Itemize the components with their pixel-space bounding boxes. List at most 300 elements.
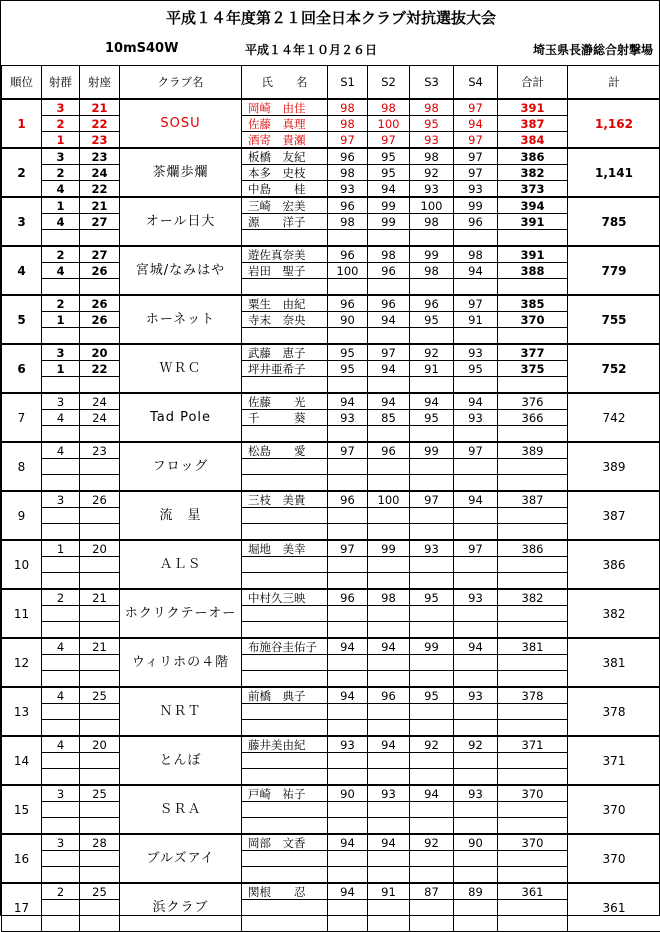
member-group <box>42 459 80 475</box>
member-s1 <box>328 769 368 786</box>
member-s2: 96 <box>368 687 410 704</box>
table-row <box>2 132 660 149</box>
member-s3 <box>410 459 454 475</box>
member-name <box>242 279 328 296</box>
table-row <box>2 279 660 296</box>
member-s2 <box>368 573 410 590</box>
member-s3: 95 <box>410 410 454 426</box>
member-sum <box>498 671 568 688</box>
member-s3: 91 <box>410 361 454 377</box>
team-club-name: ウィリホの４階 <box>120 638 242 687</box>
member-name: 本多 史枝 <box>242 165 328 181</box>
member-s4: 89 <box>454 883 498 900</box>
table-row <box>2 606 660 622</box>
member-s1 <box>328 557 368 573</box>
member-name: 中村久三映 <box>242 589 328 606</box>
member-s2: 91 <box>368 883 410 900</box>
member-name: 中島 桂 <box>242 181 328 198</box>
member-sum: 387 <box>498 116 568 132</box>
member-lane <box>80 655 120 671</box>
table-row <box>2 491 660 508</box>
member-name <box>242 867 328 884</box>
member-group <box>42 851 80 867</box>
table-row <box>2 524 660 541</box>
member-s4: 97 <box>454 132 498 149</box>
member-s3: 92 <box>410 165 454 181</box>
member-name: 松島 愛 <box>242 442 328 459</box>
member-s4: 97 <box>454 295 498 312</box>
member-s1 <box>328 867 368 884</box>
member-name: 武藤 恵子 <box>242 344 328 361</box>
member-group: 2 <box>42 883 80 900</box>
member-sum: 370 <box>498 834 568 851</box>
col-s4: S4 <box>454 66 498 100</box>
member-name <box>242 508 328 524</box>
member-group <box>42 279 80 296</box>
member-group: 2 <box>42 116 80 132</box>
member-group: 4 <box>42 638 80 655</box>
member-group: 2 <box>42 165 80 181</box>
member-name <box>242 557 328 573</box>
member-s3: 99 <box>410 246 454 263</box>
team-rank: 9 <box>2 491 42 540</box>
member-lane <box>80 818 120 835</box>
team-rank: 3 <box>2 197 42 246</box>
table-row <box>2 312 660 328</box>
member-s3: 100 <box>410 197 454 214</box>
member-group <box>42 475 80 492</box>
table-row <box>2 573 660 590</box>
table-row <box>2 410 660 426</box>
member-s3 <box>410 916 454 932</box>
member-lane <box>80 900 120 916</box>
member-s2: 94 <box>368 638 410 655</box>
table-row <box>2 214 660 230</box>
member-lane: 26 <box>80 263 120 279</box>
member-sum: 389 <box>498 442 568 459</box>
member-s4: 94 <box>454 263 498 279</box>
member-sum <box>498 459 568 475</box>
team-club-name: 流 星 <box>120 491 242 540</box>
table-row <box>2 361 660 377</box>
member-s2: 97 <box>368 132 410 149</box>
member-name <box>242 426 328 443</box>
member-name <box>242 769 328 786</box>
member-sum: 391 <box>498 99 568 116</box>
member-s4: 92 <box>454 736 498 753</box>
member-s2 <box>368 459 410 475</box>
member-lane: 25 <box>80 687 120 704</box>
member-s3: 92 <box>410 834 454 851</box>
member-s4 <box>454 524 498 541</box>
member-s3: 95 <box>410 116 454 132</box>
member-s3 <box>410 867 454 884</box>
team-rank: 4 <box>2 246 42 295</box>
member-group: 1 <box>42 132 80 149</box>
table-row <box>2 197 660 214</box>
member-sum: 376 <box>498 393 568 410</box>
member-sum: 382 <box>498 589 568 606</box>
member-s3 <box>410 230 454 247</box>
member-lane: 25 <box>80 883 120 900</box>
member-sum: 391 <box>498 214 568 230</box>
member-group: 3 <box>42 148 80 165</box>
member-name <box>242 802 328 818</box>
member-s3 <box>410 671 454 688</box>
member-lane: 22 <box>80 361 120 377</box>
team-total: 1,141 <box>568 148 660 197</box>
table-row <box>2 851 660 867</box>
member-sum: 386 <box>498 148 568 165</box>
member-s2: 95 <box>368 165 410 181</box>
member-name <box>242 818 328 835</box>
member-lane: 21 <box>80 99 120 116</box>
member-s1: 98 <box>328 99 368 116</box>
team-total: 370 <box>568 785 660 834</box>
member-s2: 94 <box>368 181 410 198</box>
member-s3 <box>410 655 454 671</box>
member-s4: 93 <box>454 589 498 606</box>
event-date: 平成１４年１０月２６日 <box>245 41 377 58</box>
member-lane: 25 <box>80 785 120 802</box>
member-s2: 94 <box>368 361 410 377</box>
member-s1 <box>328 475 368 492</box>
member-s4 <box>454 622 498 639</box>
team-club-name: フロッグ <box>120 442 242 491</box>
member-s3: 98 <box>410 214 454 230</box>
member-s2 <box>368 655 410 671</box>
member-group <box>42 720 80 737</box>
member-group: 2 <box>42 295 80 312</box>
team-club-name: 浜クラブ <box>120 883 242 932</box>
member-name: 寺末 奈央 <box>242 312 328 328</box>
member-s4 <box>454 802 498 818</box>
team-club-name: とんぼ <box>120 736 242 785</box>
member-s2 <box>368 671 410 688</box>
col-club: クラブ名 <box>120 66 242 100</box>
table-row <box>2 704 660 720</box>
member-name <box>242 753 328 769</box>
member-s4 <box>454 557 498 573</box>
member-lane: 20 <box>80 344 120 361</box>
table-row <box>2 687 660 704</box>
member-lane: 21 <box>80 638 120 655</box>
member-s4 <box>454 851 498 867</box>
member-s1: 97 <box>328 442 368 459</box>
member-s3: 93 <box>410 540 454 557</box>
member-name <box>242 524 328 541</box>
table-row <box>2 785 660 802</box>
member-name: 関根 忍 <box>242 883 328 900</box>
member-name <box>242 655 328 671</box>
member-name: 三枝 美貴 <box>242 491 328 508</box>
member-s2: 94 <box>368 736 410 753</box>
member-s4: 95 <box>454 361 498 377</box>
member-s2: 99 <box>368 214 410 230</box>
member-s3 <box>410 557 454 573</box>
member-lane: 26 <box>80 295 120 312</box>
member-group: 4 <box>42 687 80 704</box>
team-rank: 7 <box>2 393 42 442</box>
member-name <box>242 900 328 916</box>
member-s4: 93 <box>454 181 498 198</box>
member-name: 源 洋子 <box>242 214 328 230</box>
member-s3: 98 <box>410 263 454 279</box>
member-group: 3 <box>42 344 80 361</box>
member-s4: 99 <box>454 197 498 214</box>
member-sum <box>498 279 568 296</box>
member-group <box>42 802 80 818</box>
table-row <box>2 655 660 671</box>
member-s1 <box>328 671 368 688</box>
member-s4: 94 <box>454 116 498 132</box>
member-name <box>242 230 328 247</box>
team-total: 361 <box>568 883 660 932</box>
member-s2 <box>368 622 410 639</box>
team-total: 752 <box>568 344 660 393</box>
member-s2: 94 <box>368 834 410 851</box>
member-s1 <box>328 900 368 916</box>
col-group: 射群 <box>42 66 80 100</box>
member-s1: 96 <box>328 246 368 263</box>
table-row <box>2 900 660 916</box>
member-sum: 387 <box>498 491 568 508</box>
member-group: 2 <box>42 246 80 263</box>
event-info-row <box>1 41 660 59</box>
team-rank: 1 <box>2 99 42 148</box>
member-s1: 93 <box>328 410 368 426</box>
member-s4: 91 <box>454 312 498 328</box>
member-lane <box>80 753 120 769</box>
member-s1 <box>328 459 368 475</box>
member-s1: 98 <box>328 214 368 230</box>
member-s3: 93 <box>410 181 454 198</box>
member-sum <box>498 426 568 443</box>
member-s2: 98 <box>368 99 410 116</box>
member-group: 4 <box>42 736 80 753</box>
member-s4: 96 <box>454 214 498 230</box>
col-s1: S1 <box>328 66 368 100</box>
member-name <box>242 851 328 867</box>
member-s1: 96 <box>328 589 368 606</box>
team-total: 742 <box>568 393 660 442</box>
member-s1 <box>328 279 368 296</box>
member-s4: 97 <box>454 99 498 116</box>
member-group: 1 <box>42 197 80 214</box>
team-club-name: ブルズアイ <box>120 834 242 883</box>
member-s2: 93 <box>368 785 410 802</box>
member-s3: 92 <box>410 344 454 361</box>
member-s3: 98 <box>410 148 454 165</box>
member-group: 3 <box>42 393 80 410</box>
table-row <box>2 116 660 132</box>
table-row <box>2 867 660 884</box>
member-s3 <box>410 573 454 590</box>
member-s1: 96 <box>328 491 368 508</box>
member-s4 <box>454 671 498 688</box>
member-s4 <box>454 606 498 622</box>
member-s3: 96 <box>410 295 454 312</box>
member-lane <box>80 230 120 247</box>
member-group: 4 <box>42 263 80 279</box>
team-total: 381 <box>568 638 660 687</box>
member-s3 <box>410 720 454 737</box>
table-row <box>2 802 660 818</box>
member-lane: 26 <box>80 312 120 328</box>
team-rank: 2 <box>2 148 42 197</box>
col-s2: S2 <box>368 66 410 100</box>
table-row <box>2 459 660 475</box>
member-s4: 94 <box>454 393 498 410</box>
member-s1: 95 <box>328 361 368 377</box>
member-lane: 27 <box>80 246 120 263</box>
member-name: 千 葵 <box>242 410 328 426</box>
member-sum <box>498 557 568 573</box>
member-name <box>242 377 328 394</box>
member-s1: 100 <box>328 263 368 279</box>
table-row <box>2 508 660 524</box>
member-name <box>242 606 328 622</box>
member-group: 3 <box>42 491 80 508</box>
member-group <box>42 867 80 884</box>
member-s3 <box>410 524 454 541</box>
member-s4 <box>454 573 498 590</box>
member-s3: 97 <box>410 491 454 508</box>
member-s4: 97 <box>454 442 498 459</box>
member-name <box>242 459 328 475</box>
table-row <box>2 540 660 557</box>
member-sum <box>498 573 568 590</box>
team-rank: 5 <box>2 295 42 344</box>
member-name <box>242 720 328 737</box>
member-group <box>42 916 80 932</box>
member-sum <box>498 851 568 867</box>
member-lane: 24 <box>80 410 120 426</box>
member-lane <box>80 524 120 541</box>
team-club-name: ＡＬＳ <box>120 540 242 589</box>
member-s2: 99 <box>368 197 410 214</box>
member-s1 <box>328 655 368 671</box>
member-s1: 98 <box>328 165 368 181</box>
member-sum: 384 <box>498 132 568 149</box>
member-s1: 94 <box>328 834 368 851</box>
member-name: 岩田 聖子 <box>242 263 328 279</box>
member-s4 <box>454 655 498 671</box>
member-s3 <box>410 606 454 622</box>
member-sum <box>498 753 568 769</box>
member-s2: 94 <box>368 393 410 410</box>
member-lane: 21 <box>80 589 120 606</box>
member-s3: 95 <box>410 312 454 328</box>
member-s1: 93 <box>328 736 368 753</box>
member-sum: 394 <box>498 197 568 214</box>
member-s3 <box>410 818 454 835</box>
member-group: 1 <box>42 312 80 328</box>
member-lane: 20 <box>80 736 120 753</box>
team-club-name: ＳＲＡ <box>120 785 242 834</box>
member-s4 <box>454 459 498 475</box>
member-lane <box>80 802 120 818</box>
member-s2 <box>368 720 410 737</box>
member-s1: 94 <box>328 687 368 704</box>
member-s1 <box>328 230 368 247</box>
member-s4: 94 <box>454 491 498 508</box>
member-lane <box>80 459 120 475</box>
member-name: 佐藤 光 <box>242 393 328 410</box>
member-group <box>42 622 80 639</box>
member-s1 <box>328 802 368 818</box>
member-sum: 385 <box>498 295 568 312</box>
team-total: 370 <box>568 834 660 883</box>
member-s4: 98 <box>454 246 498 263</box>
member-name: 藤井美由紀 <box>242 736 328 753</box>
member-group <box>42 377 80 394</box>
member-s2: 100 <box>368 491 410 508</box>
member-lane <box>80 671 120 688</box>
member-sum <box>498 720 568 737</box>
member-sum <box>498 328 568 345</box>
member-s4 <box>454 508 498 524</box>
member-group: 1 <box>42 540 80 557</box>
table-row <box>2 344 660 361</box>
member-s3: 98 <box>410 99 454 116</box>
member-name <box>242 622 328 639</box>
table-row <box>2 916 660 932</box>
member-s2 <box>368 867 410 884</box>
member-group <box>42 704 80 720</box>
member-s4 <box>454 818 498 835</box>
team-total: 779 <box>568 246 660 295</box>
member-s4: 93 <box>454 344 498 361</box>
member-s3: 99 <box>410 442 454 459</box>
member-sum: 382 <box>498 165 568 181</box>
member-sum <box>498 622 568 639</box>
member-sum <box>498 524 568 541</box>
team-total: 387 <box>568 491 660 540</box>
member-lane: 23 <box>80 442 120 459</box>
member-name: 酒寄 貴瀬 <box>242 132 328 149</box>
table-row <box>2 181 660 198</box>
team-rank: 10 <box>2 540 42 589</box>
team-rank: 14 <box>2 736 42 785</box>
member-lane <box>80 328 120 345</box>
table-row <box>2 295 660 312</box>
member-sum: 361 <box>498 883 568 900</box>
member-sum: 370 <box>498 312 568 328</box>
team-club-name: SOSU <box>120 99 242 148</box>
member-lane: 27 <box>80 214 120 230</box>
member-s4 <box>454 769 498 786</box>
member-s4 <box>454 279 498 296</box>
member-group <box>42 655 80 671</box>
member-group: 3 <box>42 834 80 851</box>
team-club-name: ＷＲＣ <box>120 344 242 393</box>
member-lane <box>80 279 120 296</box>
member-s2: 100 <box>368 116 410 132</box>
results-table <box>1 65 660 932</box>
table-row <box>2 393 660 410</box>
member-s1: 93 <box>328 181 368 198</box>
member-s2: 94 <box>368 312 410 328</box>
table-row <box>2 671 660 688</box>
member-group <box>42 573 80 590</box>
member-s1 <box>328 753 368 769</box>
team-rank: 15 <box>2 785 42 834</box>
team-rank: 8 <box>2 442 42 491</box>
event-name: 10mS40W <box>105 41 178 56</box>
member-s4 <box>454 426 498 443</box>
member-sum: 378 <box>498 687 568 704</box>
